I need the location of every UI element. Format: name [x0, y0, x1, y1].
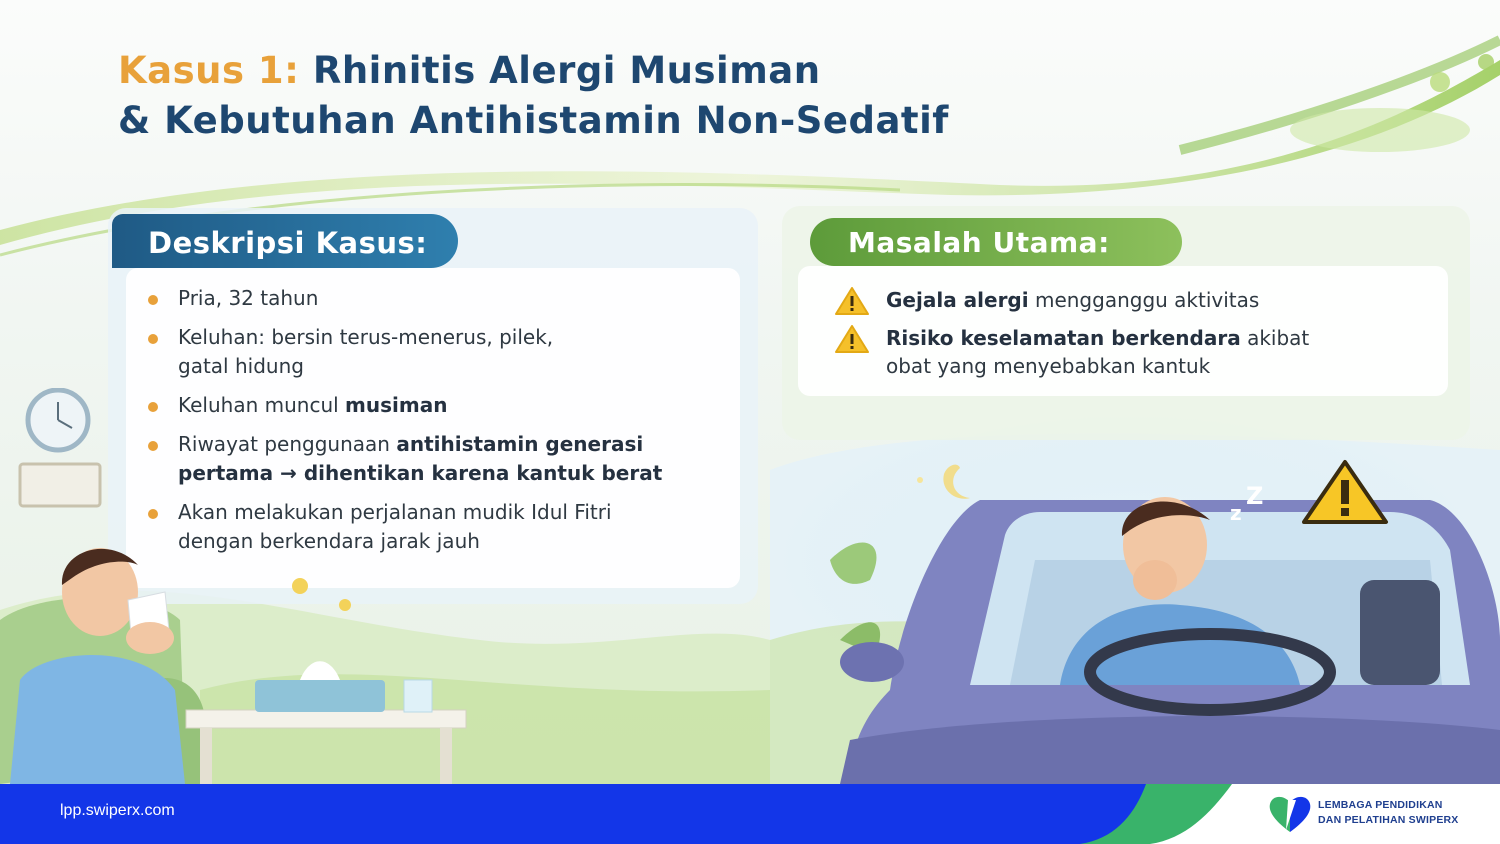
list-item — [146, 430, 736, 488]
drowsy-driver-illustration — [830, 440, 1500, 784]
list-item — [834, 286, 1434, 314]
problem-emphasis: Risiko keselamatan berkendara — [886, 326, 1241, 350]
logo-heart-icon — [1268, 792, 1314, 836]
problem-emphasis: Gejala alergi — [886, 288, 1029, 312]
list-item — [146, 391, 736, 420]
title-prefix: Kasus 1: — [118, 49, 300, 92]
problem-text: akibat — [1240, 326, 1310, 350]
list-item-text: Pria, 32 tahun — [178, 286, 319, 310]
bullet-icon — [148, 441, 158, 451]
page-title — [118, 46, 949, 146]
problems-list — [834, 286, 1434, 390]
sneezing-man-illustration — [0, 530, 480, 784]
bullet-icon — [148, 295, 158, 305]
description-heading: Deskripsi Kasus: — [112, 214, 458, 268]
warning-icon — [834, 286, 870, 316]
problems-heading: Masalah Utama: — [810, 218, 1182, 266]
bullet-icon — [148, 509, 158, 519]
list-item-text: dengan berkendara jarak jauh — [178, 529, 480, 553]
logo-line1: LEMBAGA PENDIDIKAN — [1318, 799, 1443, 811]
list-item — [834, 324, 1434, 380]
clock-icon — [16, 388, 102, 508]
svg-text:Z: Z — [1246, 482, 1264, 510]
footer-url[interactable]: lpp.swiperx.com — [60, 802, 175, 819]
title-line1: Rhinitis Alergi Musiman — [312, 49, 821, 92]
list-item — [146, 284, 736, 313]
logo-line2: DAN PELATIHAN SWIPERX — [1318, 814, 1459, 826]
list-item-emphasis: musiman — [345, 393, 448, 417]
list-item-text: Akan melakukan perjalanan mudik Idul Fitri — [178, 500, 612, 524]
bullet-icon — [148, 402, 158, 412]
footer-bar — [0, 784, 1240, 844]
description-list — [146, 284, 736, 566]
organization-logo — [1268, 792, 1488, 836]
list-item — [146, 323, 736, 381]
list-item-text: Keluhan muncul — [178, 393, 346, 417]
logo-text — [1318, 798, 1459, 828]
list-item-text: Riwayat penggunaan — [178, 432, 397, 456]
list-item-text: Keluhan: bersin terus-menerus, pilek, — [178, 325, 554, 349]
list-item-emphasis: antihistamin generasi — [396, 432, 644, 456]
svg-text:z: z — [1230, 501, 1242, 525]
title-line2: & Kebutuhan Antihistamin Non-Sedatif — [118, 99, 949, 142]
problem-text: mengganggu aktivitas — [1028, 288, 1260, 312]
bullet-icon — [148, 334, 158, 344]
list-item-emphasis: pertama → dihentikan karena kantuk berat — [178, 461, 663, 485]
list-item-text: gatal hidung — [178, 354, 304, 378]
problem-text: obat yang menyebabkan kantuk — [886, 354, 1211, 378]
warning-icon — [834, 324, 870, 354]
